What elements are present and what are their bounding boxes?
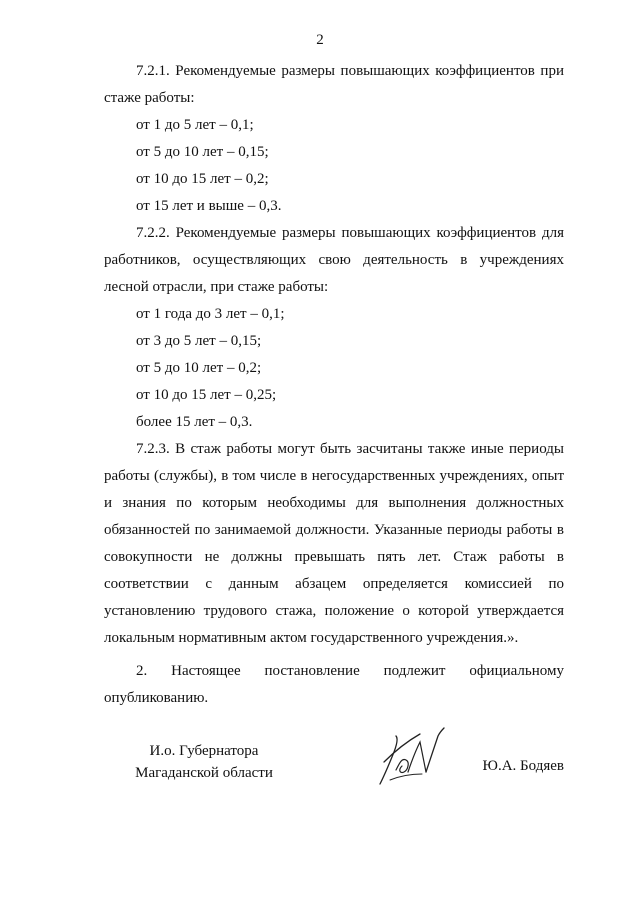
section-7-2-2-item: от 3 до 5 лет – 0,15; xyxy=(136,333,262,349)
signatory-position xyxy=(104,740,304,784)
section-7-2-2-item: от 10 до 15 лет – 0,25; xyxy=(136,387,277,403)
section-2-text: 2. Настоящее постановление подлежит официальному опубликованию. xyxy=(104,663,564,706)
section-7-2-1-item: от 15 лет и выше – 0,3. xyxy=(136,198,282,214)
section-7-2-3-text: 7.2.3. В стаж работы могут быть засчитаны также иные периоды работы (службы), в том числе в негосударственных учреждениях, опыт и знания по которым необходимы для выполнения должностных обязанностей по занимаемой должности. Указанные периоды работы в совокупности не должны превышать пять лет. Стаж работы в соответствии с данным абзацем определяется комиссией по установлению трудового стажа, положение о которой утверждается локальным нормативным актом государственного учреждения.». xyxy=(104,441,564,646)
section-7-2-2-item: от 5 до 10 лет – 0,2; xyxy=(136,360,262,376)
document-body xyxy=(104,58,564,712)
section-7-2-2-item: более 15 лет – 0,3. xyxy=(136,414,253,430)
signatory-name: Ю.А. Бодяев xyxy=(482,758,564,774)
signatory-position-line2: Магаданской области xyxy=(135,765,273,781)
signature-block xyxy=(104,740,564,800)
page-number: 2 xyxy=(316,32,324,48)
section-7-2-1-item: от 5 до 10 лет – 0,15; xyxy=(136,144,269,160)
section-7-2-1-intro: 7.2.1. Рекомендуемые размеры повышающих коэффициентов при стаже работы: xyxy=(104,63,564,106)
section-7-2-1-item: от 10 до 15 лет – 0,2; xyxy=(136,171,269,187)
section-7-2-2-intro: 7.2.2. Рекомендуемые размеры повышающих коэффициентов для работников, осуществляющих свою деятельность в учреждениях лесной отрасли, при стаже работы: xyxy=(104,225,564,295)
handwritten-signature xyxy=(372,722,452,792)
signatory-position-line1: И.о. Губернатора xyxy=(149,743,259,759)
section-7-2-2-item: от 1 года до 3 лет – 0,1; xyxy=(136,306,285,322)
section-7-2-1-item: от 1 до 5 лет – 0,1; xyxy=(136,117,254,133)
